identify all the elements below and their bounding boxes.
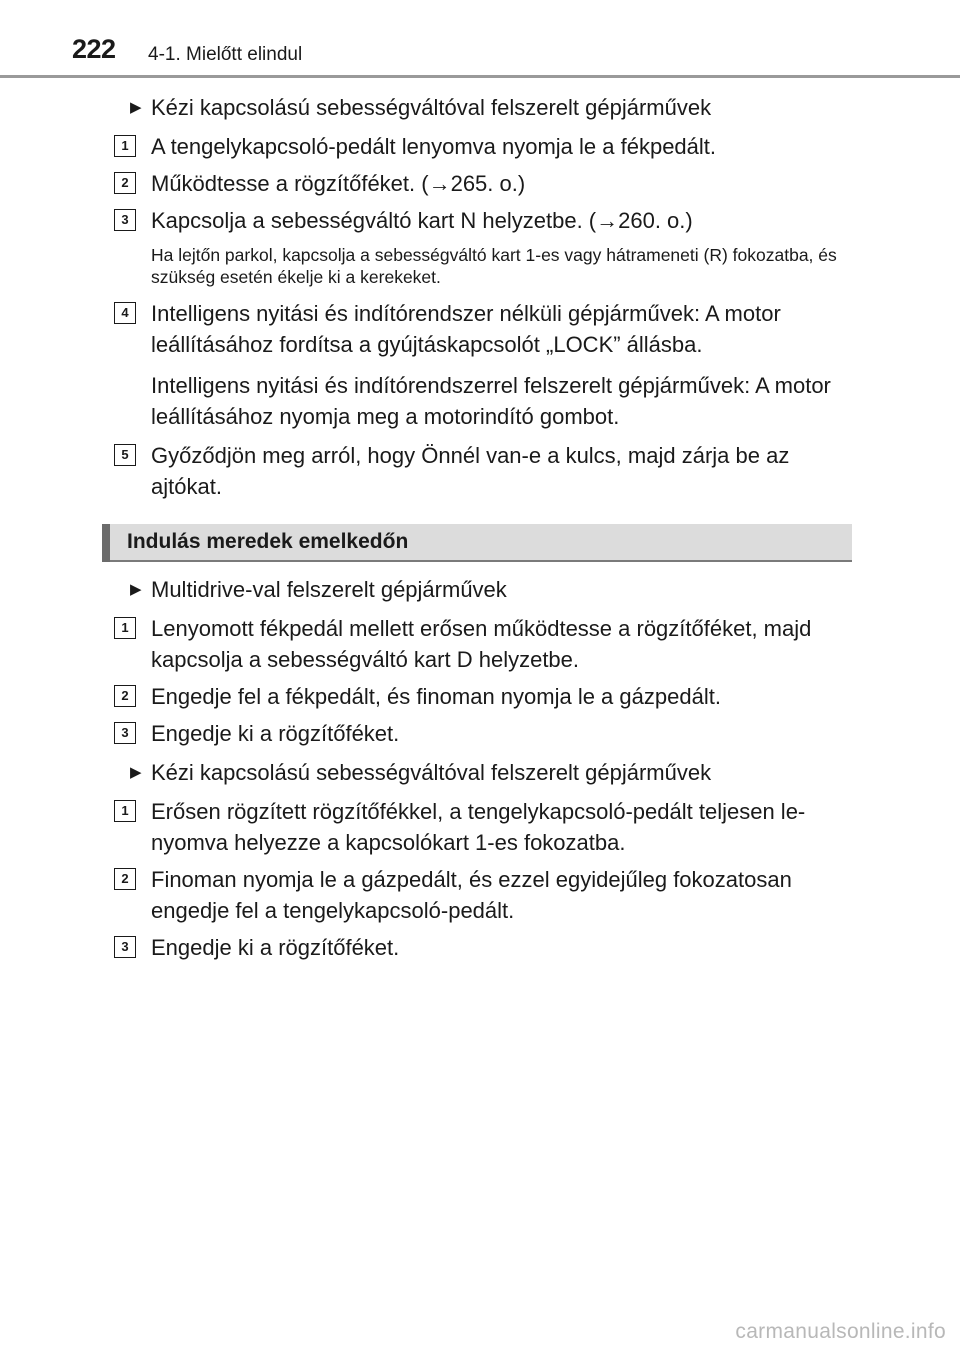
step-number-box: 1 [114,617,136,639]
step-item [0,205,960,236]
page-header [0,0,960,80]
bullet-item [0,757,960,788]
bullet-text: Kézi kapcsolású sebességváltóval felszerelt gépjárművek [151,760,712,785]
watermark-text: carmanualsonline.info [735,1320,946,1343]
step-number-box: 3 [114,209,136,231]
bullet-item [0,574,960,605]
step-number-box: 2 [114,685,136,707]
step-text: Finoman nyomja le a gázpedált, és ezzel egyidejűleg fokozatosan engedje fel a tengelykapcsoló-pedált. [151,867,792,923]
step-number-box: 1 [114,800,136,822]
step-item [0,613,960,675]
step-text: Kapcsolja a sebességváltó kart N helyzetbe. (→260. o.) [151,208,693,233]
bullet-text: Kézi kapcsolású sebességváltóval felszerelt gépjárművek [151,95,712,120]
step-item [0,796,960,858]
section-heading [102,524,852,562]
step-item [0,298,960,360]
step-number-box: 1 [114,135,136,157]
step-number-box: 4 [114,302,136,324]
step-item [0,718,960,749]
section-heading-title: Indulás meredek emelkedőn [127,530,409,553]
step-text: Működtesse a rögzítőféket. (→265. o.) [151,171,526,196]
step-item [0,932,960,963]
step-text: Intelligens nyitási és indítórendszer nélküli gépjárművek: A motor leállításához fordítsa a gyújtáskapcsolót „LOCK” állásba. [151,301,781,357]
step-text: Engedje ki a rögzítőféket. [151,935,400,960]
step-number-box: 2 [114,172,136,194]
step-text: Erősen rögzített rögzítőfékkel, a tengelykapcsoló-pedált teljesen le-nyomva helyezze a kapcsolókart 1-es fokozatba. [151,799,806,855]
bullet-item [0,92,960,123]
step-paragraph: Intelligens nyitási és indítórendszerrel felszerelt gépjárművek: A motor leállításához nyomja meg a motorindító gombot. [151,373,831,429]
note-text: Ha lejtőn parkol, kapcsolja a sebességváltó kart 1-es vagy hátrameneti (R) fokozatba, és szükség esetén ékelje ki a kerekeket. [151,245,837,287]
step-item [0,168,960,199]
triangle-bullet-icon: ▶ [130,99,142,116]
step-number-box: 5 [114,444,136,466]
page-number: 222 [72,34,116,64]
step-item [0,131,960,162]
step-text: Győződjön meg arról, hogy Önnél van-e a kulcs, majd zárja be az ajtókat. [151,443,790,499]
chapter-title: 4-1. Mielőtt elindul [148,44,303,65]
step-number-box: 3 [114,936,136,958]
step-number-box: 3 [114,722,136,744]
triangle-bullet-icon: ▶ [130,581,142,598]
step-text: A tengelykapcsoló-pedált lenyomva nyomja le a fékpedált. [151,134,717,159]
step-number-box: 2 [114,868,136,890]
page-content [0,88,960,963]
step-text: Engedje ki a rögzítőféket. [151,721,400,746]
header-divider [0,75,960,78]
triangle-bullet-icon: ▶ [130,764,142,781]
step-item [0,440,960,502]
step-text: Lenyomott fékpedál mellett erősen működtesse a rögzítőféket, majd kapcsolja a sebességváltó kart D helyzetbe. [151,616,812,672]
step-text: Engedje fel a fékpedált, és finoman nyomja le a gázpedált. [151,684,721,709]
section-heading-bar [102,524,110,562]
step-item [0,681,960,712]
bullet-text: Multidrive-val felszerelt gépjárművek [151,577,507,602]
step-item [0,864,960,926]
